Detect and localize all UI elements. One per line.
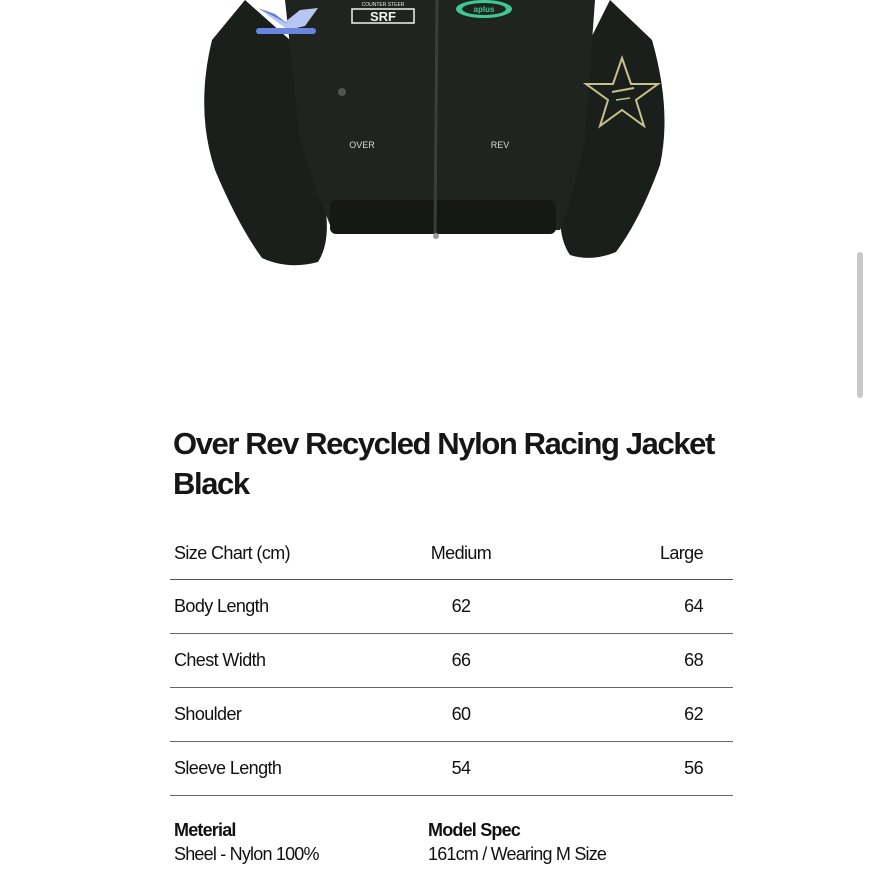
row-medium-value: 54 [406,742,516,796]
srf-small-text: COUNTER STEER [361,2,405,8]
row-label: Shoulder [170,688,406,742]
table-row [170,688,733,742]
row-large-value: 62 [516,688,733,742]
row-medium-value: 62 [406,580,516,634]
badge-text: aplus [473,5,495,14]
size-chart-header-row [170,528,733,580]
over-text: OVER [349,140,375,150]
row-medium-value: 66 [406,634,516,688]
model-spec-value: 161cm / Wearing M Size [428,844,607,864]
product-title: Over Rev Recycled Nylon Racing Jacket Black [173,426,714,501]
jacket-waistband [330,200,556,234]
row-large-value: 56 [516,742,733,796]
table-row [170,634,733,688]
scrollbar[interactable] [857,252,863,398]
row-large-value: 68 [516,634,733,688]
product-image [0,0,870,400]
row-large-value: 64 [516,580,733,634]
row-label: Chest Width [170,634,406,688]
table-row [170,580,733,634]
material-value: Sheel - Nylon 100% [174,844,319,864]
model-spec-label: Model Spec [428,820,521,840]
rev-text: REV [490,140,510,150]
row-label: Sleeve Length [170,742,406,796]
size-chart-header-label: Size Chart (cm) [170,528,406,580]
size-chart-header-medium: Medium [406,528,516,580]
material-label: Meterial [174,820,236,840]
material-info [174,818,319,866]
model-spec-info [428,818,606,866]
green-badge [456,0,512,18]
table-row [170,742,733,796]
size-chart-header-large: Large [516,528,733,580]
row-label: Body Length [170,580,406,634]
size-chart-table [170,528,733,796]
jacket-body [285,0,595,230]
srf-text: SRF [370,9,396,24]
row-medium-value: 60 [406,688,516,742]
